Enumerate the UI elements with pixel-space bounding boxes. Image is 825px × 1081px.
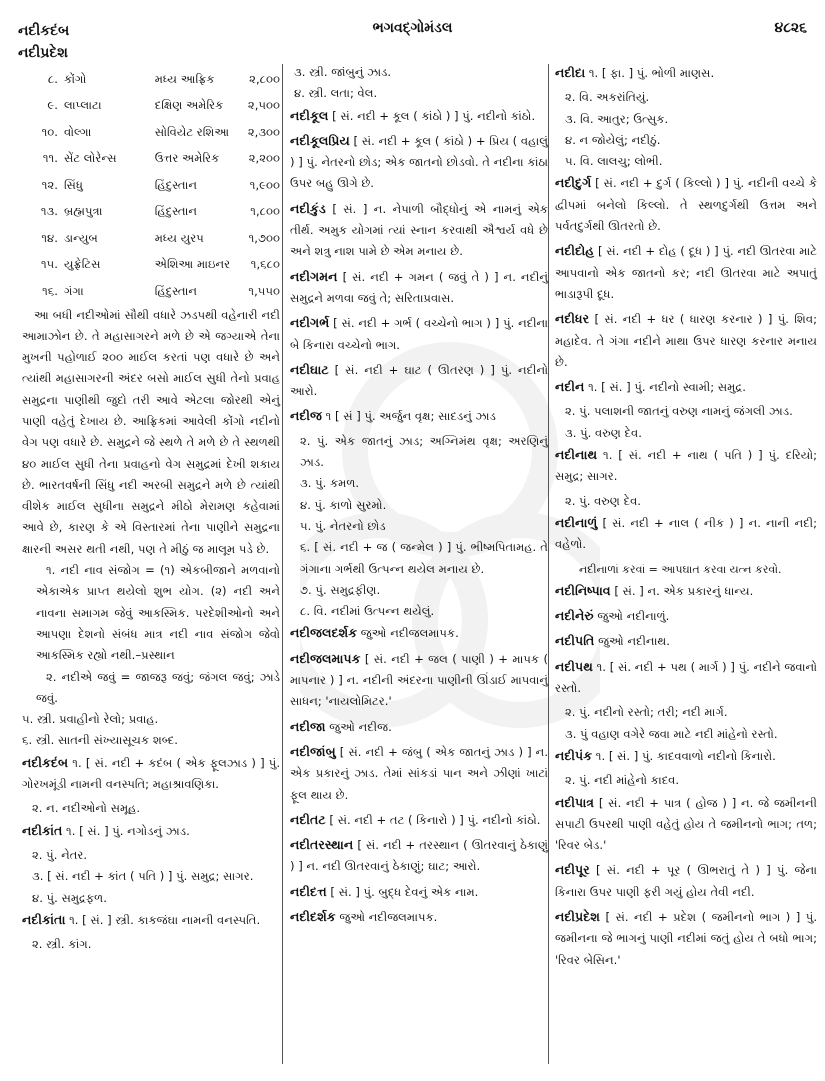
sense: ૭. પું. સમુદ્રફીણ. [300,582,381,597]
definition: [ સં. નદી + નાલ ( નીક ) ] ન. નાની નદી; વહેળો. [555,515,817,552]
dictionary-entry [555,656,817,700]
definition: [ સં. નદી + ગર્ભ ( વચ્ચેનો ભાગ ) ] પું. નદીના બે કિનારા વચ્ચેનો ભાગ. [290,316,548,352]
dictionary-entry [22,752,280,796]
definition: [ સં. નદી + પાત્ર ( હોજ ) ] ન. જે જમીનની સપાટી ઉપરથી પાણી વહેતું હોય તે જમીનનો ભાગ; તળ; 'રિવર બેડ.' [555,795,818,853]
headword: નદીદર્શક [290,908,336,924]
headword: નદીકૂલ [290,107,329,123]
dictionary-entry [555,308,817,373]
sense: ૬. [ સં. નદી + જ ( જન્મેલ ) ] પું. ભીષ્મપિતામહ. તે ગંગાના ગર્ભથી ઉત્પન્ન થયેલ મનાય છે. [300,540,548,576]
river-region: એશિઆ માઇનર [154,257,231,272]
river-name: લાપ્લાટા [63,98,102,113]
river-number: ૧૪. [41,230,58,245]
dictionary-entry [555,580,817,602]
sense: ૩. [ સં. નદી + કાંત ( પતિ ) ] પું. સમુદ્ર; સાગર. [32,869,254,884]
sense: ૨. પું. નદી માંહેનો કાદવ. [565,773,680,788]
dictionary-entry [290,130,548,195]
sense: ૩. પું. વરુણ દેવ. [565,425,642,440]
river-row [22,66,280,93]
river-row [22,252,280,279]
river-length: ૨,૮૦૦ [249,71,280,86]
headword: નદીગર્ભ [290,315,330,331]
river-region: સોવિયેટ રશિઆ [154,124,230,139]
river-length: ૧,૮૦૦ [250,204,280,219]
guide-word-last: નદીપ્રદેશ [18,45,68,61]
river-region: હિંદુસ્તાન [154,283,197,298]
dictionary-entry [290,622,548,644]
river-row [22,172,280,199]
river-number: ૧૧. [42,151,58,166]
dictionary-entry [22,909,280,931]
river-number: ૮. [47,71,58,86]
definition: [ સં. નદી + જલ ( પાણી ) + માપક ( માપનાર ) ] ન. નદીની અંદરના પાણીની ઊંડાઈ માપવાનું સાધન; 'નાયલોમિટર.' [290,651,548,709]
definition: ૧. [ સં. નદી + નાથ ( પતિ ) ] પું. દરિયો; સમુદ્ર; સાગર. [555,448,818,484]
river-region: ઉત્તર અમેરિક [154,151,220,166]
river-name: ડાન્યુબ [63,230,98,245]
definition: [ સં. નદી + પૂર ( ઊભરાતું તે ) ] પું. જેના કિનારા ઉપર પાણી ફરી ગયું હોય તેવી નદી. [555,863,817,899]
river-number: ૯. [47,98,58,113]
sense: ૨. સ્ત્રી. કાંગ. [32,937,92,952]
definition: જુઓ નદીજલમાપક. [360,626,459,641]
river-number: ૧૦. [41,124,58,139]
dictionary-entry [290,405,548,427]
river-region: મધ્ય યુરપ [154,230,204,245]
sense: ૩. પું વહાણ વગેરે જવા માટે નદી માંહેનો રસ્તો. [565,726,778,741]
river-region: દક્ષિણ અમેરિક [154,98,224,113]
sense-6: ૬. સ્ત્રી. સાતની સંખ્યાસૂચક શબ્દ. [22,733,178,748]
headword: નદીનાથ [555,447,598,463]
river-row [22,146,280,173]
sense-5: ૫. સ્ત્રી. પ્રવાહીનો રેલો; પ્રવાહ. [22,712,159,727]
headword: નદીન [555,379,585,395]
sense: ૪. ન જોયેલું; નદીઠું. [565,132,661,147]
headword: નદીજા [290,718,326,734]
dictionary-entry [290,716,548,738]
headword: નદીનિષ્પાવ [555,582,611,598]
river-length: ૧,૬૮૦ [250,257,280,272]
river-number: ૧૬. [42,283,58,298]
definition: ૧. [ સં. નદી + પથ ( માર્ગ ) ] પું. નદીને જવાનો રસ્તો. [555,659,817,696]
dictionary-entry [555,62,817,84]
continuation-sense-3: ૩. સ્ત્રી. જાંબુનું ઝાડ. [294,65,392,79]
definition: ૧. [ સં. ] પું. કાદવવાળો નદીનો કિનારો. [595,748,776,763]
headword: નદીકૂલપ્રિય [290,132,350,148]
definition: જુઓ નદીજલમાપક. [339,909,438,924]
definition: જુઓ નદીનાળું. [597,609,670,624]
river-length: ૧,૭૦૦ [248,230,280,245]
definition: [ સં. નદી + કૂલ ( કાંઠો ) ] પું. નદીનો કાંઠો. [332,108,536,123]
dictionary-entry [22,820,280,842]
page-number: ૪૮૨૬ [774,20,807,36]
dictionary-entry [555,605,817,627]
river-length: ૨,૨૦૦ [248,151,280,166]
column-divider [282,64,283,1064]
definition: જુઓ નદીજ. [329,719,392,734]
headword: નદીનાળું [555,514,598,530]
river-length: ૨,૫૦૦ [247,98,280,113]
headword: નદીકદંબ [22,754,69,770]
sense: ૧. [ સં. ] સ્ત્રી. કાકજંઘા નામની વનસ્પતિ. [69,912,261,927]
headword: નદીકાંતા [22,911,66,927]
dictionary-entry [555,172,817,237]
definition: [ સં. નદી + તરસ્થાન ( ઊતરવાનું ઠેકાણું ) ] ન. નદી ઊતરવાનું ઠેકાણું; ઘાટ; આરો. [290,838,548,874]
definition: [ સં. નદી + ઘાટ ( ઊતરણ ) ] પું. નદીનો આરો. [290,362,548,399]
river-name: ગંગા [63,283,84,298]
definition: [ સં. ] પું. બુદ્ધ દેવનું એક નામ. [330,884,479,899]
dictionary-entry [555,906,817,971]
river-length: ૧,૯૦૦ [249,177,280,192]
dictionary-entry [290,834,548,878]
river-row [22,199,280,226]
definition: ૧. [ સં. ] પું. નદીનો સ્વામી; સમુદ્ર. [588,380,746,395]
river-name: કોંગો [63,71,87,86]
dictionary-entry [290,906,548,928]
right-column [555,62,817,974]
headword: નદીપંક [555,747,593,763]
headword: નદીગમન [290,268,338,284]
definition: [ સં. નદી + ગમન ( જવું તે ) ] ન. નદીનું સમુદ્રને મળવા જવું તે; સરિતાપ્રવાસ. [290,269,549,305]
dictionary-entry [290,741,548,806]
definition: [ સં. નદી + દુર્ગ ( કિલ્લો ) ] પું. નદીની વચ્ચે કે દ્વીપમાં બનેલો કિલ્લો. તે સ્થળદુર્ગથી ઉત્તમ અને પર્વતદુર્ગથી ઊતરતો છે. [555,176,817,234]
sense: ૫. વિ. લાલચુ; લોભી. [565,154,663,169]
headword: નદીકુંડ [290,200,326,216]
rivers-paragraph: આ બધી નદીઓમાં સૌથી વધારે ઝડપથી વહેનારી નદી આમાઝોન છે. તે મહાસાગરને મળે છે એ જગ્યાએ તેના મુખની પહોળાઈ ૨૦૦ માઈલ કરતાં પણ વધારે છે અને ત્યાંથી મહાસાગરની અંદર બસો માઈલ સુધી તેનો પ્રવાહ સમુદ્રના પાણીથી જુદો તરી આવે એટલા જોરથી એનું પાણી વહેતું દેખાય છે. આફ્રિકમાં આવેલી કોંગો નદીનો વેગ પણ વધારે છે. સમુદ્રને જે સ્થળે તે મળે છે તે સ્થળથી ૪૦ માઈલ સુધી તેના પ્રવાહનો વેગ સમુદ્રમાં દેખી શકાય છે. ભારતવર્ષની સિંધુ નદી અરબી સમુદ્રને મળે છે ત્યાંથી વીશેક માઈલ સુધીના સમુદ્રને મીઠો મેરામણ કહેવામાં આવે છે, કારણ કે એ વિસ્તારમાં તેના પાણીને સમુદ્રના ક્ષારની અસર થતી નથી, પણ તે મીઠું જ માલૂમ પડે છે. [22,307,280,556]
headword: નદીપૂર [555,862,590,878]
sense: ૨. પું. નેતર. [32,847,88,862]
headword: નદીદુર્ગ [555,175,592,191]
headword: નદીતટ [290,811,326,827]
rivers-table [22,66,280,305]
idiom-nadi-nav-sanjog: ૧. નદી નાવ સંજોગ = (૧) એકબીજાને મળવાનો એકાએક પ્રાપ્ત થયેલો શુભ યોગ. (૨) નદી અને નાવના સમાગમ જેવું આકસ્મિક. પરદેશીઓનો અને આપણા દેશનો સંબંધ માત્ર નદી નાવ સંજોગ જેવો આકસ્મિક રહ્યો નથી.–પ્રસ્થાન [36,563,280,663]
river-name: સેંટ લોરેન્સ [63,151,117,166]
river-name: સિંધુ [63,177,83,192]
headword: નદીકાંત [22,822,63,838]
headword: નદીપાત્ર [555,794,595,810]
definition: જુઓ નદીનાથ. [598,634,670,649]
dictionary-entry [290,312,548,356]
dictionary-entry [555,240,817,305]
idiom-nadie-javun: ૨. નદીએ જવું = જાજરૂ જવું; જંગલ જવું; ઝાડે જવું. [36,669,280,705]
river-region: હિંદુસ્તાન [154,177,197,192]
river-row [22,278,280,305]
sense: ૨. ન. નદીઓનો સમૂહ. [32,801,141,816]
definition: [ સં. નદી + ધર ( ધારણ કરનાર ) ] પું. શિવ; મહાદેવ. તે ગંગા નદીને માથા ઉપર ધારણ કરનાર મનાય છે. [555,312,817,369]
headword: નદીદા [555,65,586,80]
headword: નદીપ્રદેશ [555,908,600,924]
headword: નદીદત્ત [290,883,327,899]
river-region: મધ્ય આફ્રિક [154,71,215,86]
headword: નદીપતિ [555,633,595,649]
dictionary-entry [555,859,817,903]
dictionary-entry [555,444,817,488]
dictionary-entry [555,376,817,398]
sense: ૨. પું. એક જાતનું ઝાડ; અગ્નિમંથ વૃક્ષ; અરણિનું ઝાડ. [300,433,548,470]
river-name: યુફ્રેટિસ [63,257,101,272]
sense: ૮. વિ. નદીમાં ઉત્પન્ન થયેલું. [300,604,435,619]
left-column [22,66,280,955]
headword: નદીજલમાપક [290,650,361,666]
sense: ૩. પું. કમળ. [300,476,360,491]
middle-entries [290,105,548,929]
dictionary-entry [290,266,548,310]
sense: ૫. પું. નેતરનો છોડ [300,518,386,533]
definition: [ સં. નદી + દોહ ( દૂધ ) ] પું. નદી ઊતરવા માટે આપવાનો એક જાતનો કર; નદી ઊતરવા માટે અપાતું ભાડારૂપી દૂધ. [555,244,817,301]
definition: [ સં. નદી + કૂલ ( કાંઠો ) + પ્રિય ( વહાલું ) ] પું. નેતરનો છોડ; એક જાતનો છોડવો. તે નદીના કાંઠા ઉપર બહુ ઊગે છે. [290,133,549,191]
sense: ૨. પું. પલાશની જાતનું વરુણ નામનું જંગલી ઝાડ. [565,404,793,419]
sense: ૨. પું. નદીનો રસ્તો; તરી; નદી માર્ગ. [565,705,728,720]
river-row [22,225,280,252]
definition: [ સં. ] ન. નેપાળી બૌદ્ધોનું એ નામનું એક તીર્થ. અમુક યોગમાં ત્યાં સ્નાન કરવાથી ઐશ્વર્ય વધે છે અને શત્રુ નાશ પામે છે એમ મનાય છે. [290,201,548,259]
definition: ૧ [ સં ] પું. અર્જુન વૃક્ષ; સાદડનું ઝાડ [325,409,496,424]
dictionary-entry [290,881,548,903]
river-number: ૧૫. [40,257,58,272]
dictionary-entry [290,359,548,403]
headword: નદીનેરું [555,608,594,624]
river-region: હિંદુસ્તાન [154,204,197,219]
headword: નદીજાંબુ [290,743,336,759]
sense: ૩. વિ. આતુર; ઉત્સુક. [565,111,669,126]
sense: ૪. પું. સમુદ્રફળ. [32,890,107,905]
sense: ૪. પું. કાળો સુરમો. [300,497,387,512]
definition: [ સં. ] ન. એક પ્રકારનું ધાન્ય. [614,583,754,598]
right-entries [555,62,817,971]
sense: ૨. વિ. અકરાંતિયું. [565,90,650,105]
dictionary-entry [290,105,548,127]
dictionary-entry [290,809,548,831]
river-length: ૧,૫૫૦ [248,283,280,298]
sense: ૧. [ સં. ] પું. નગોડનું ઝાડ. [66,823,190,838]
river-number: ૧૩. [40,204,58,219]
headword: નદીજલદર્શક [290,625,358,641]
river-row [22,93,280,120]
headword: નદીદોહ [555,243,595,259]
headword: નદીપથ [555,658,593,674]
dictionary-entry [555,792,817,857]
definition: [ સં. નદી + પ્રદેશ ( જમીનનો ભાગ ) ] પું. જમીનના જે ભાગનું પાણી નદીમાં જતું હોય તે બધો ભાગ; 'રિવર બેસિન.' [555,909,818,967]
definition: [ સં. નદી + તટ ( કિનારો ) ] પું. નદીનો કાંઠો. [329,812,541,827]
guide-word-first: નદીકદંબ [18,23,70,39]
river-name: બ્રહ્મપુત્રા [63,204,103,219]
sense: ૧. [ સં. નદી + કદંબ ( એક ફૂલઝાડ ) ] પું. ગોરખમૂંડી નામની વનસ્પતિ; મહાશ્રાવણિકા. [22,755,281,792]
page-header [0,0,825,60]
column-divider [548,64,549,1064]
middle-column [290,62,548,931]
headword: નદીતરસ્થાન [290,837,354,853]
definition: [ સં. નદી + જંબુ ( એક જાતનું ઝાડ ) ] ન. એક પ્રકારનું ઝાડ. તેમાં સાંકડાં પાન અને ઝીણાં ખાટાં ફૂલ થાય છે. [290,744,549,802]
left-entries [22,752,280,956]
river-name: વોલ્ગા [63,124,92,139]
running-title: ભગવદ્ગોમંડલ [372,20,453,36]
headword: નદીજ [290,408,322,424]
dictionary-entry [555,630,817,652]
dictionary-entry [555,512,817,556]
dictionary-entry [290,198,548,263]
headword: નદીઘાટ [290,361,329,377]
continuation-sense-4: ૪. સ્ત્રી. લતા; વેલ. [294,86,378,101]
idiom: નદીનાળાં કરવાં = આપઘાત કરવા યત્ન કરવો. [579,562,782,576]
river-length: ૨,૩૦૦ [247,124,280,139]
headword: નદીધર [555,311,590,327]
river-row [22,119,280,146]
sense: ૨. પું. વરુણ દેવ. [565,493,641,508]
dictionary-entry [290,648,548,713]
dictionary-entry [555,745,817,767]
definition: ૧. [ ફા. ] પું. ભોળી માણસ. [588,66,715,80]
river-number: ૧૨. [41,177,58,192]
